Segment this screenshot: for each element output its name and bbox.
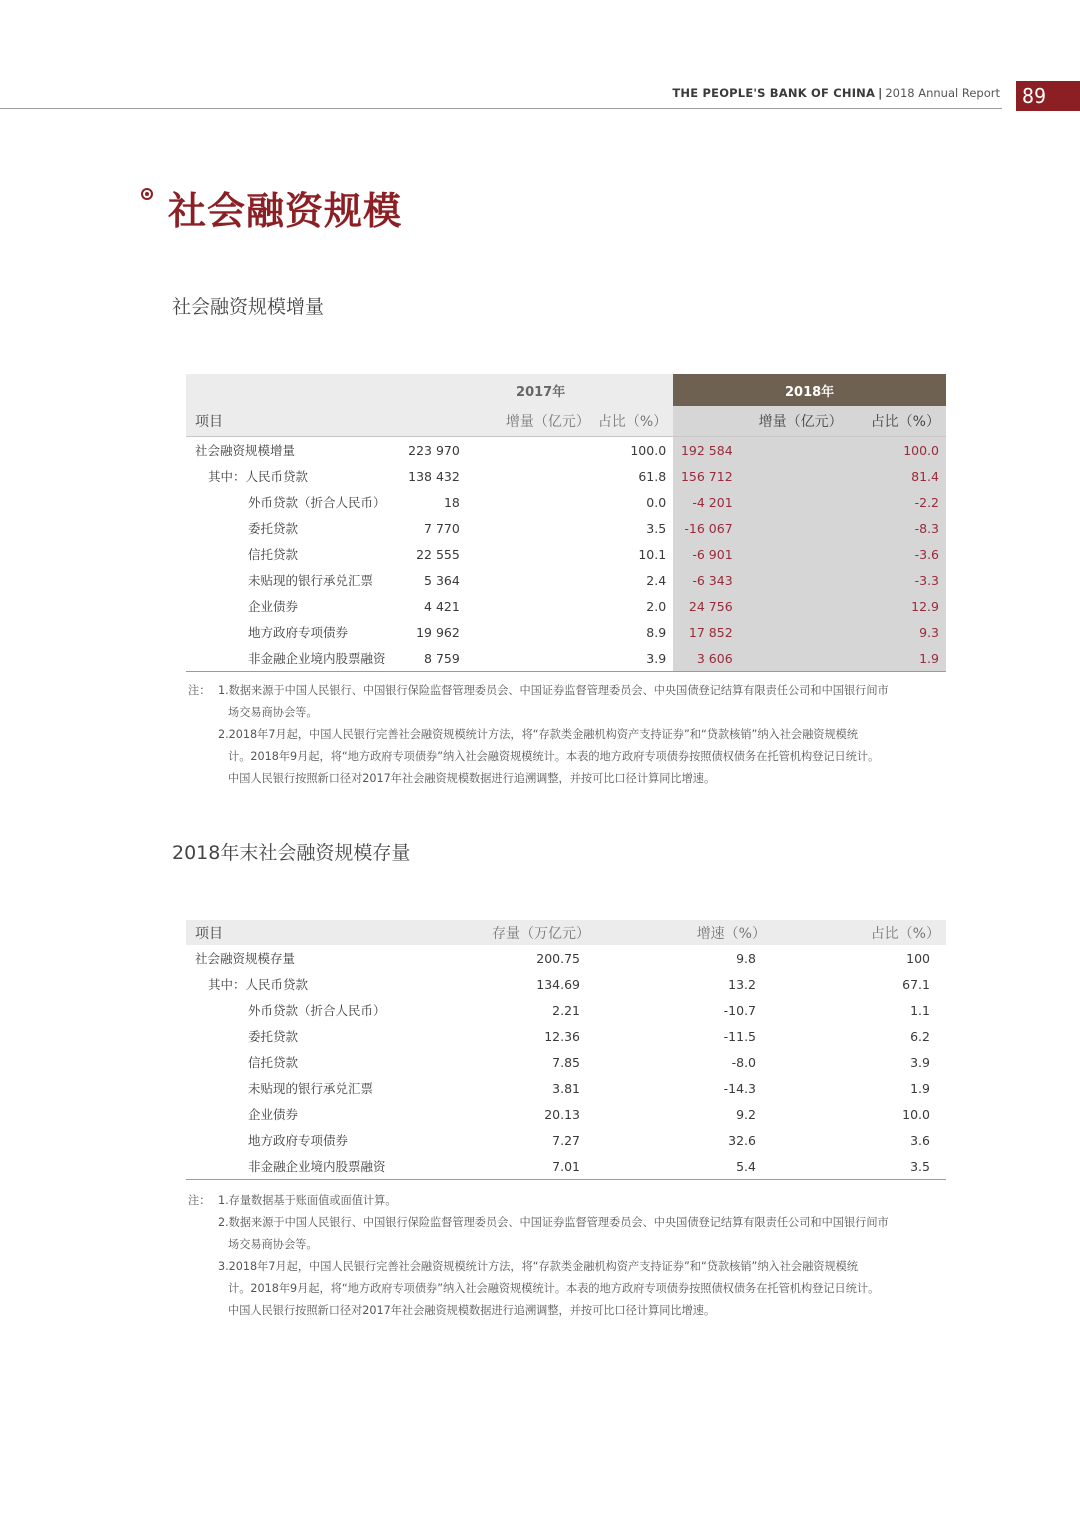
notes-label: 注： bbox=[188, 1194, 211, 1207]
cell-inc-2017: 7 770 bbox=[424, 520, 460, 536]
table-row bbox=[186, 1101, 946, 1127]
notes-increment bbox=[188, 680, 948, 790]
note-item bbox=[188, 724, 948, 790]
cell-share-2017: 100.0 bbox=[630, 442, 667, 458]
year-header-row bbox=[186, 374, 946, 406]
year-2018-header: 2018年 bbox=[673, 374, 946, 406]
row-label: 企业债券 bbox=[248, 599, 299, 614]
cell-growth: 5.4 bbox=[596, 1153, 772, 1180]
year-header-blank bbox=[186, 374, 408, 406]
row-label: 委托贷款 bbox=[248, 1029, 299, 1044]
cell-share-2017: 10.1 bbox=[638, 546, 667, 562]
note-text-cont: 场交易商协会等。 bbox=[228, 706, 318, 719]
cell-inc-2017: 18 bbox=[443, 494, 460, 510]
row-label: 社会融资规模存量 bbox=[195, 951, 296, 966]
cell-stock: 3.81 bbox=[552, 1080, 580, 1096]
row-label: 外币贷款（折合人民币） bbox=[248, 1003, 386, 1018]
cell-share-2017: 2.0 bbox=[646, 598, 667, 614]
row-label: 非金融企业境内股票融资 bbox=[186, 1153, 450, 1180]
row-label: 信托贷款 bbox=[248, 547, 299, 562]
col-item: 项目 bbox=[186, 920, 450, 945]
cell-share-2018: 1.9 bbox=[871, 645, 946, 672]
col-share-2018: 占比（%） bbox=[871, 406, 946, 437]
row-label: 其中：人民币贷款 bbox=[208, 469, 309, 484]
table-row bbox=[186, 489, 946, 515]
cell-inc-2017: 4 421 bbox=[424, 598, 460, 614]
cell-share: 3.9 bbox=[910, 1054, 930, 1070]
col-inc-2018: 增量（亿元） bbox=[673, 406, 871, 437]
row-label: 社会融资规模增量 bbox=[195, 443, 296, 458]
cell-inc-2017: 138 432 bbox=[408, 468, 460, 484]
page-number: 89 bbox=[1016, 81, 1080, 111]
table-row bbox=[186, 463, 946, 489]
cell-share: 10.0 bbox=[902, 1106, 930, 1122]
note-text: 2.数据来源于中国人民银行、中国银行保险监督管理委员会、中国证券监督管理委员会、中央国债登记结算有限责任公司和中国银行间市 bbox=[218, 1216, 889, 1229]
row-label: 其中：人民币贷款 bbox=[208, 977, 309, 992]
row-label: 地方政府专项债券 bbox=[248, 1133, 349, 1148]
note-item bbox=[188, 1190, 948, 1212]
cell-growth: 9.8 bbox=[736, 950, 756, 966]
table-row bbox=[186, 1075, 946, 1101]
note-text: 2.2018年7月起，中国人民银行完善社会融资规模统计方法，将“存款类金融机构资产支持证券”和“贷款核销”纳入社会融资规模统 bbox=[218, 728, 859, 741]
stock-table bbox=[186, 920, 946, 1180]
cell-share-2017: 61.8 bbox=[638, 468, 667, 484]
note-text: 3.2018年7月起，中国人民银行完善社会融资规模统计方法，将“存款类金融机构资产支持证券”和“贷款核销”纳入社会融资规模统 bbox=[218, 1260, 859, 1273]
cell-share-2018: -3.6 bbox=[871, 541, 946, 567]
cell-share: 100 bbox=[906, 950, 930, 966]
row-label: 信托贷款 bbox=[248, 1055, 299, 1070]
cell-share-2017: 3.9 bbox=[598, 645, 673, 672]
cell-share: 3.6 bbox=[910, 1132, 930, 1148]
header-org: THE PEOPLE'S BANK OF CHINA bbox=[672, 86, 876, 100]
cell-growth: 32.6 bbox=[728, 1132, 756, 1148]
table-row bbox=[186, 645, 946, 672]
note-item bbox=[188, 680, 948, 724]
row-label: 委托贷款 bbox=[248, 521, 299, 536]
cell-inc-2018: -16 067 bbox=[673, 515, 871, 541]
section-title-stock: 2018年末社会融资规模存量 bbox=[172, 842, 411, 864]
col-stock: 存量（万亿元） bbox=[450, 920, 596, 945]
cell-stock: 7.85 bbox=[552, 1054, 580, 1070]
cell-inc-2018: 24 756 bbox=[673, 593, 871, 619]
increment-table bbox=[186, 374, 946, 672]
table-row bbox=[186, 619, 946, 645]
cell-share-2017: 8.9 bbox=[646, 624, 667, 640]
cell-inc-2017: 5 364 bbox=[424, 572, 460, 588]
cell-share-2017: 3.5 bbox=[646, 520, 667, 536]
table-row bbox=[186, 1049, 946, 1075]
note-text-cont: 场交易商协会等。 bbox=[228, 1238, 318, 1251]
cell-share-2018: 81.4 bbox=[871, 463, 946, 489]
page-title: 社会融资规模 bbox=[168, 189, 403, 233]
cell-inc-2018: 17 852 bbox=[673, 619, 871, 645]
row-label: 企业债券 bbox=[248, 1107, 299, 1122]
cell-inc-2018: 192 584 bbox=[673, 437, 871, 464]
cell-stock: 200.75 bbox=[536, 950, 580, 966]
table-row bbox=[186, 971, 946, 997]
col-share: 占比（%） bbox=[772, 920, 946, 945]
cell-growth: -11.5 bbox=[723, 1028, 756, 1044]
cell-share-2017: 2.4 bbox=[646, 572, 667, 588]
cell-share-2018: -8.3 bbox=[871, 515, 946, 541]
cell-share: 67.1 bbox=[902, 976, 930, 992]
cell-stock: 7.01 bbox=[450, 1153, 596, 1180]
row-label: 未贴现的银行承兑汇票 bbox=[248, 573, 374, 588]
cell-inc-2018: -6 901 bbox=[673, 541, 871, 567]
cell-growth: -14.3 bbox=[723, 1080, 756, 1096]
note-text-cont: 中国人民银行按照新口径对2017年社会融资规模数据进行追溯调整，并按可比口径计算同比增速。 bbox=[228, 1304, 716, 1317]
column-header-row bbox=[186, 920, 946, 945]
table-row bbox=[186, 1153, 946, 1180]
row-label: 外币贷款（折合人民币） bbox=[248, 495, 386, 510]
bullet-circle-icon bbox=[141, 188, 153, 200]
notes-label: 注： bbox=[188, 684, 211, 697]
note-text: 1.数据来源于中国人民银行、中国银行保险监督管理委员会、中国证券监督管理委员会、中央国债登记结算有限责任公司和中国银行间市 bbox=[218, 684, 889, 697]
cell-inc-2018: 156 712 bbox=[673, 463, 871, 489]
cell-inc-2018: -4 201 bbox=[673, 489, 871, 515]
col-share-2017: 占比（%） bbox=[598, 406, 673, 437]
table-row bbox=[186, 1127, 946, 1153]
table-row bbox=[186, 437, 946, 464]
table-row bbox=[186, 1023, 946, 1049]
table-row bbox=[186, 593, 946, 619]
row-label: 地方政府专项债券 bbox=[248, 625, 349, 640]
cell-share-2018: -3.3 bbox=[871, 567, 946, 593]
cell-growth: -10.7 bbox=[723, 1002, 756, 1018]
col-item: 项目 bbox=[186, 406, 408, 437]
running-header bbox=[672, 86, 1000, 100]
cell-share: 3.5 bbox=[772, 1153, 946, 1180]
cell-share-2017: 0.0 bbox=[646, 494, 667, 510]
cell-stock: 7.27 bbox=[552, 1132, 580, 1148]
cell-share-2018: 9.3 bbox=[871, 619, 946, 645]
notes-stock bbox=[188, 1190, 948, 1322]
column-header-row bbox=[186, 406, 946, 437]
note-text: 1.存量数据基于账面值或面值计算。 bbox=[218, 1194, 397, 1207]
cell-inc-2018: -6 343 bbox=[673, 567, 871, 593]
cell-share-2018: -2.2 bbox=[871, 489, 946, 515]
note-item bbox=[188, 1256, 948, 1322]
cell-inc-2018: 3 606 bbox=[673, 645, 871, 672]
note-item bbox=[188, 1212, 948, 1256]
cell-growth: 9.2 bbox=[736, 1106, 756, 1122]
year-2017-header: 2017年 bbox=[408, 374, 673, 406]
cell-share: 1.1 bbox=[910, 1002, 930, 1018]
cell-stock: 20.13 bbox=[544, 1106, 580, 1122]
header-separator: | bbox=[878, 86, 883, 100]
header-report: 2018 Annual Report bbox=[885, 86, 1000, 100]
cell-inc-2017: 22 555 bbox=[416, 546, 460, 562]
header-rule bbox=[0, 108, 1002, 109]
table-row bbox=[186, 997, 946, 1023]
col-growth: 增速（%） bbox=[596, 920, 772, 945]
cell-stock: 2.21 bbox=[552, 1002, 580, 1018]
section-title-increment: 社会融资规模增量 bbox=[172, 296, 325, 318]
cell-growth: 13.2 bbox=[728, 976, 756, 992]
row-label: 非金融企业境内股票融资 bbox=[186, 645, 408, 672]
cell-share-2018: 12.9 bbox=[871, 593, 946, 619]
cell-inc-2017: 223 970 bbox=[408, 442, 460, 458]
table-row bbox=[186, 945, 946, 971]
note-text-cont: 计。2018年9月起，将“地方政府专项债券”纳入社会融资规模统计。本表的地方政府专项债券按照债权债务在托管机构登记日统计。 bbox=[228, 750, 880, 763]
cell-share: 1.9 bbox=[910, 1080, 930, 1096]
col-inc-2017: 增量（亿元） bbox=[408, 406, 598, 437]
table-row bbox=[186, 515, 946, 541]
cell-stock: 134.69 bbox=[536, 976, 580, 992]
cell-inc-2017: 19 962 bbox=[416, 624, 460, 640]
cell-growth: -8.0 bbox=[731, 1054, 756, 1070]
table-row bbox=[186, 567, 946, 593]
cell-inc-2017: 8 759 bbox=[408, 645, 598, 672]
cell-stock: 12.36 bbox=[544, 1028, 580, 1044]
note-text-cont: 计。2018年9月起，将“地方政府专项债券”纳入社会融资规模统计。本表的地方政府专项债券按照债权债务在托管机构登记日统计。 bbox=[228, 1282, 880, 1295]
note-text-cont: 中国人民银行按照新口径对2017年社会融资规模数据进行追溯调整，并按可比口径计算同比增速。 bbox=[228, 772, 716, 785]
table-row bbox=[186, 541, 946, 567]
cell-share-2018: 100.0 bbox=[871, 437, 946, 464]
cell-share: 6.2 bbox=[910, 1028, 930, 1044]
row-label: 未贴现的银行承兑汇票 bbox=[248, 1081, 374, 1096]
